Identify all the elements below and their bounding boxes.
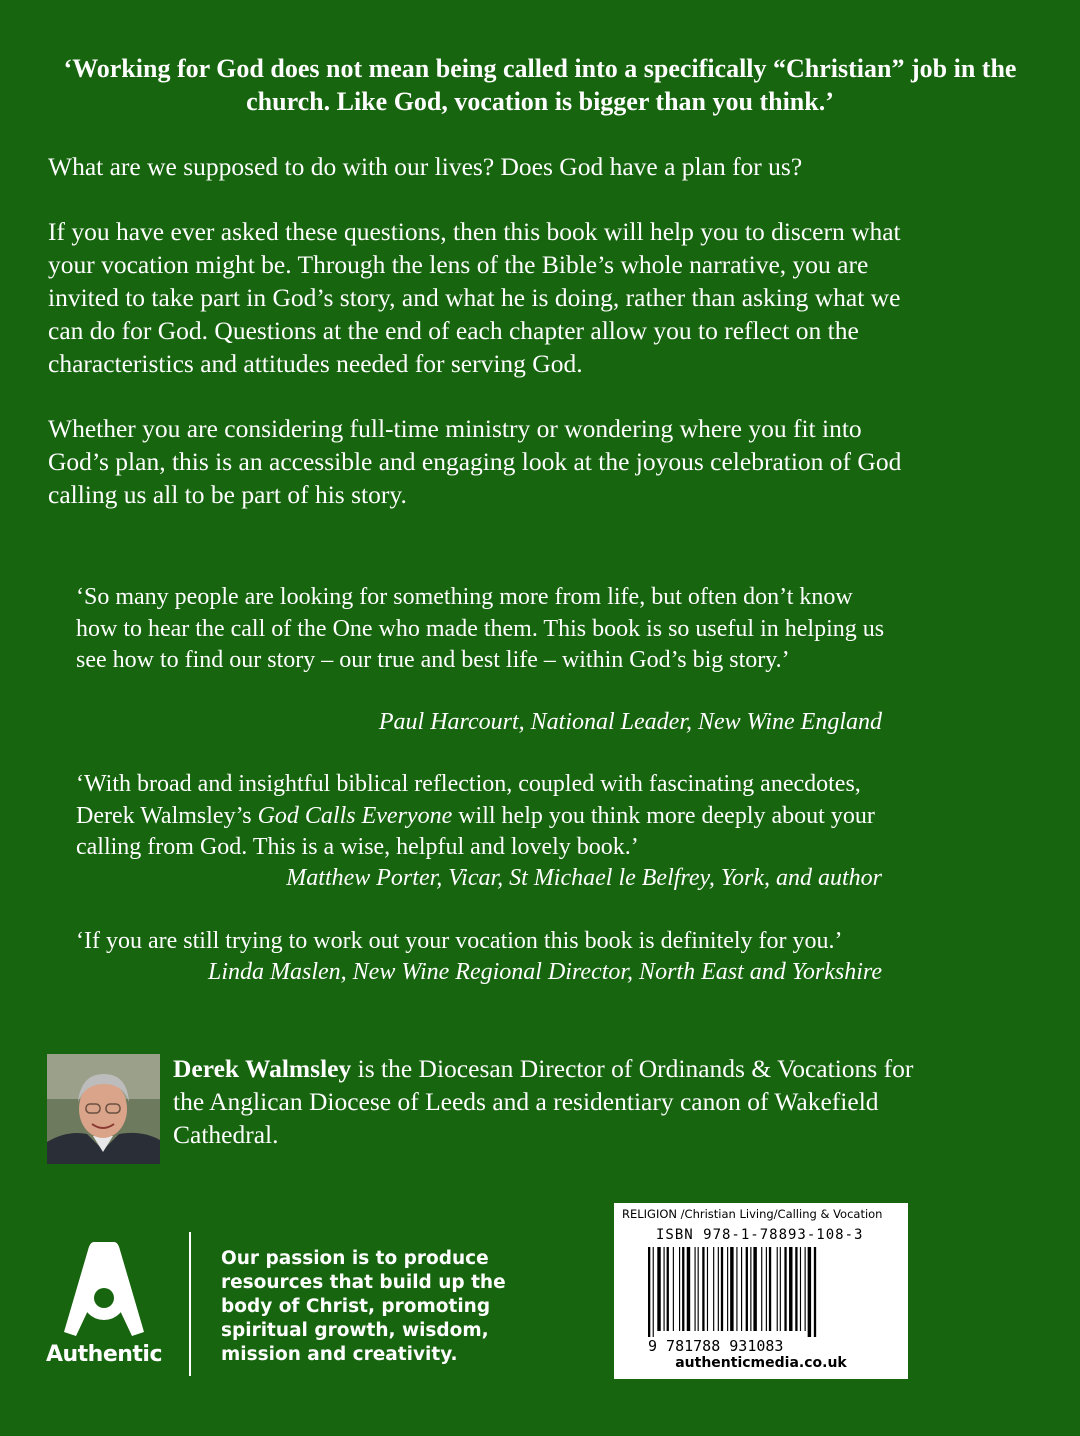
barcode-bar xyxy=(784,1247,786,1331)
blurb-paragraph-3: Whether you are considering full-time ministry or wondering where you fit into God’s plan, this is an accessible and engaging look at the joyous celebration of God calling us all to be part of his story. xyxy=(48,414,902,509)
barcode-bar xyxy=(653,1247,654,1337)
author-bio-text: is the Diocesan Director of Ordinands & Vocations for the Anglican Diocese of Leeds and a residentiary canon of Wakefield Cathedral. xyxy=(173,1054,914,1149)
barcode-bar xyxy=(741,1247,742,1331)
endorsement-2-text-after: will help you think more deeply about your calling from God. This is a wise, helpful and lovely book.’ xyxy=(76,802,875,860)
isbn-text: ISBN 978-1-78893-108-3 xyxy=(656,1227,864,1243)
barcode-bar xyxy=(730,1247,733,1331)
author-name: Derek Walmsley xyxy=(173,1054,352,1083)
barcode-bar xyxy=(805,1247,806,1331)
publisher-url: authenticmedia.co.uk xyxy=(675,1355,847,1371)
blurb-paragraph-2: If you have ever asked these questions, then this book will help you to discern what your vocation might be. Through the lens of the Bible’s whole narrative, you are invited to take part in God’s story, and what he is doing, rather than asking what we can do for God. Questions at the end of each chapter allow you to reflect on the characteristics and attitudes needed for serving God. xyxy=(48,217,901,378)
barcode-bar xyxy=(800,1247,801,1331)
author-photo xyxy=(47,1054,160,1164)
barcode-digits: 9 781788 931083 xyxy=(648,1337,784,1355)
barcode-bar xyxy=(746,1247,748,1331)
barcode-bar xyxy=(698,1247,699,1331)
endorsement-3-attribution: Linda Maslen, New Wine Regional Director, North East and Yorkshire xyxy=(207,959,882,985)
barcode-bar xyxy=(667,1247,669,1331)
endorsement-3-text: ‘If you are still trying to work out your vocation this book is definitely for you.’ xyxy=(76,928,843,954)
blurb-paragraph-1: What are we supposed to do with our lives? Does God have a plan for us? xyxy=(48,152,803,181)
barcode-bar xyxy=(682,1247,684,1331)
bisac-category: RELIGION /Christian Living/Calling & Vocation xyxy=(622,1207,883,1221)
barcode-bar xyxy=(673,1247,674,1331)
barcode-bar xyxy=(695,1247,696,1331)
barcode-bars xyxy=(648,1247,874,1337)
barcode-bar xyxy=(780,1247,781,1331)
cover-tagline: ‘Working for God does not mean being called into a specifically “Christian” job in the church. Like God, vocation is bigger than you think.’ xyxy=(63,54,1017,116)
barcode-bar xyxy=(648,1247,650,1337)
barcode-bar xyxy=(679,1247,680,1331)
endorsement-2-text xyxy=(76,769,896,864)
publisher-mission: Our passion is to produce resources that build up the body of Christ, promoting spiritual growth, wisdom, mission and creativity. xyxy=(221,1248,506,1365)
barcode-bar xyxy=(702,1247,704,1331)
barcode-bar xyxy=(769,1247,771,1331)
barcode-bar xyxy=(707,1247,708,1331)
divider xyxy=(189,1232,191,1376)
barcode-bar xyxy=(777,1247,778,1331)
barcode-bar xyxy=(750,1247,751,1331)
endorsement-2-attribution: Matthew Porter, Vicar, St Michael le Belfrey, York, and author xyxy=(286,865,882,891)
book-title: God Calls Everyone xyxy=(257,802,453,829)
barcode-bar xyxy=(657,1247,660,1331)
barcode-bar xyxy=(736,1247,737,1331)
barcode-bar xyxy=(808,1247,811,1337)
barcode-bar xyxy=(814,1247,816,1337)
barcode-bar xyxy=(753,1247,756,1331)
barcode-bar xyxy=(795,1247,797,1331)
barcode-bar xyxy=(721,1247,723,1331)
author-bio xyxy=(173,1052,933,1151)
barcode-bar xyxy=(789,1247,792,1331)
barcode-bar xyxy=(718,1247,719,1331)
endorsement-1-text: ‘So many people are looking for something more from life, but often don’t know how to hear the call of the One who made them. This book is so useful in helping us see how to find our story – our true and best life – within God’s big story.’ xyxy=(76,584,885,673)
barcode-bar xyxy=(664,1247,665,1331)
publisher-logo-text: Authentic xyxy=(45,1342,163,1367)
endorsement-1-attribution: Paul Harcourt, National Leader, New Wine England xyxy=(378,709,882,735)
barcode-bar xyxy=(761,1247,762,1331)
barcode-panel xyxy=(614,1203,908,1379)
barcode-bar xyxy=(713,1247,714,1331)
barcode-bar xyxy=(727,1247,728,1331)
barcode-bar xyxy=(766,1247,767,1331)
barcode-bar xyxy=(687,1247,690,1331)
endorsement-2-text-before: ‘With broad and insightful biblical reflection, coupled with fascinating anecdotes, Derek Walmsley’s xyxy=(76,771,861,829)
